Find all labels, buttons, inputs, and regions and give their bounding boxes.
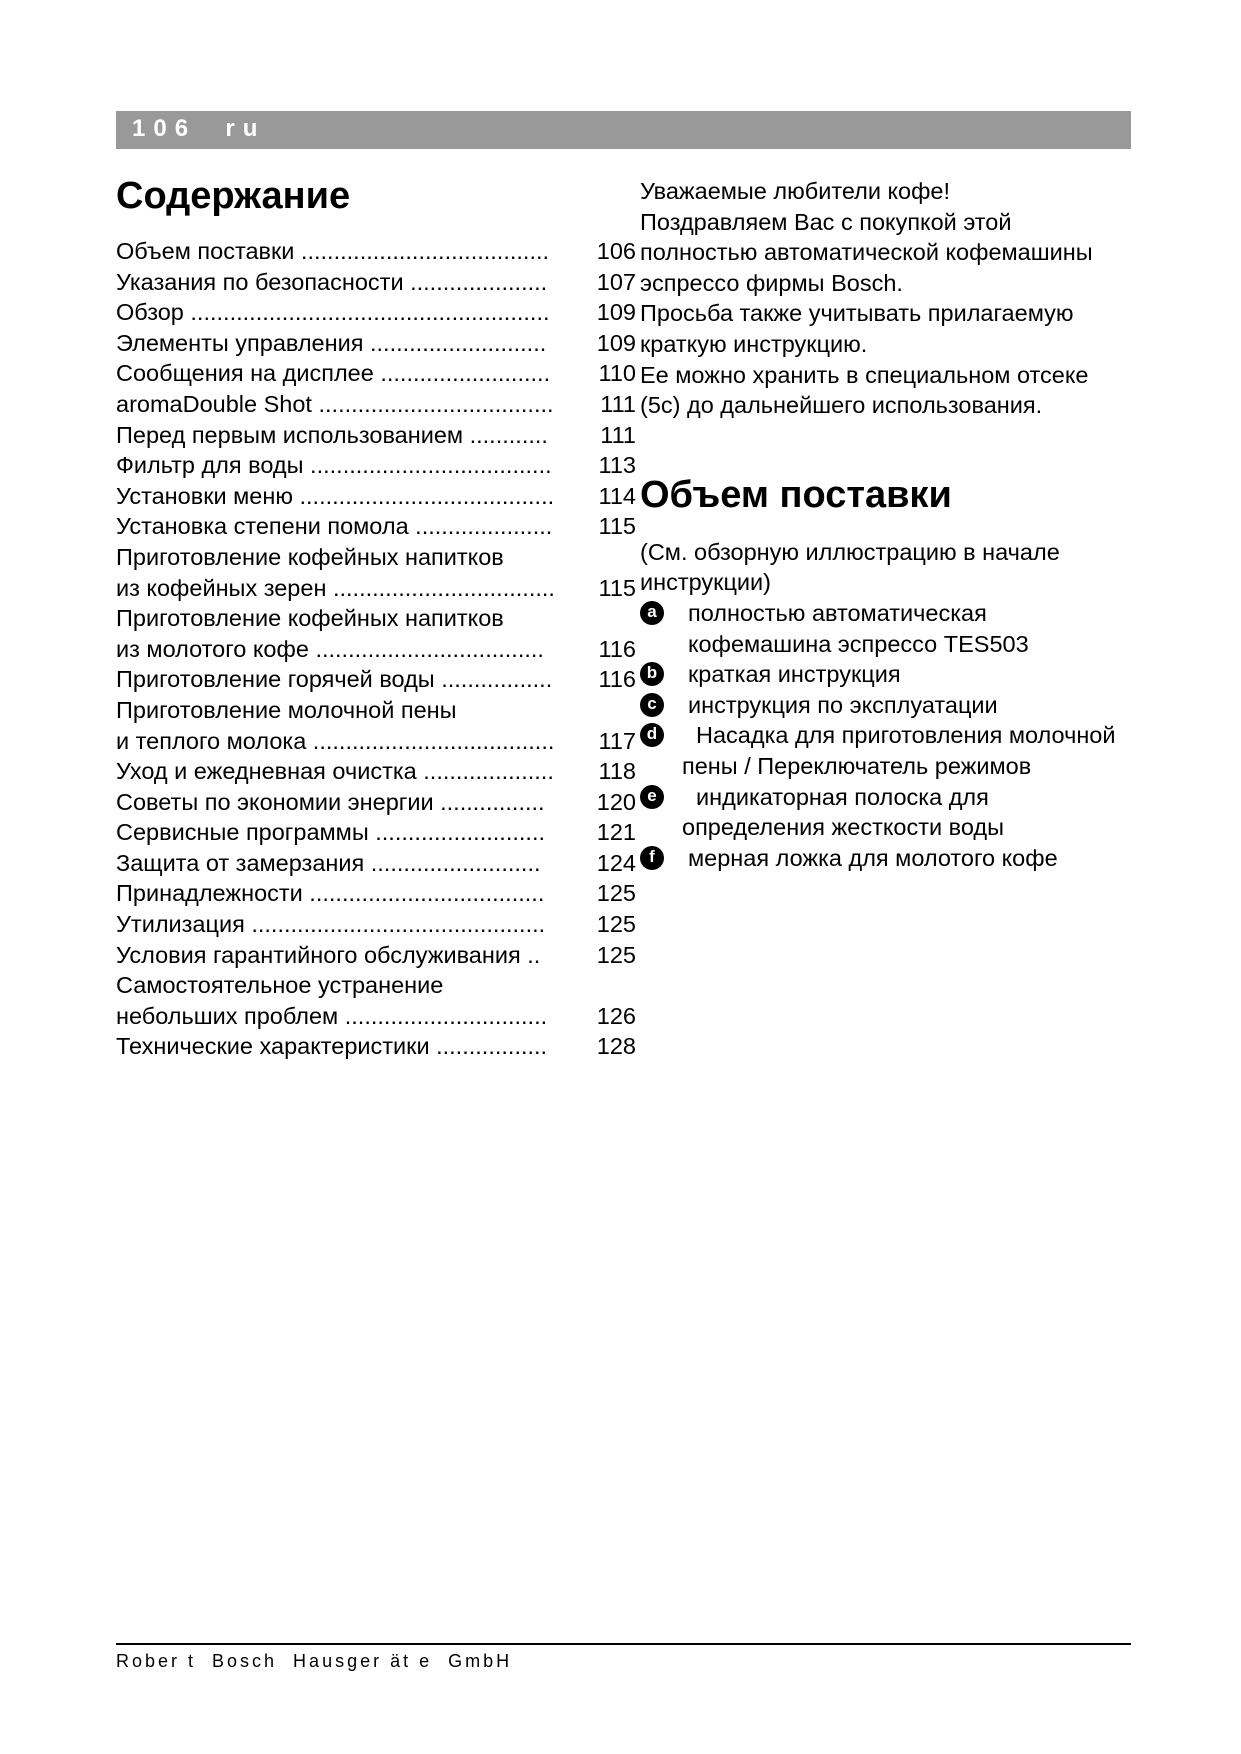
intro-line: краткую инструкцию. — [640, 330, 868, 357]
toc-entry-text: Сообщения на дисплее .......................... — [116, 360, 551, 387]
right-column — [640, 176, 1160, 873]
toc-entry-heading: Самостоятельное устранение — [116, 972, 444, 999]
toc-entry-page: 110 — [598, 360, 636, 387]
toc-entry-page: 125 — [596, 941, 636, 968]
toc-entry-page: 120 — [596, 788, 636, 815]
toc-entry-page: 115 — [598, 513, 636, 540]
intro-line: Просьба также учитывать прилагаемую — [640, 300, 1074, 327]
intro-line: (5c) до дальнейшего использования. — [640, 392, 1043, 419]
toc-entry-page: 125 — [596, 880, 636, 907]
item-marker-icon: f — [640, 846, 664, 870]
toc-entry-page: 113 — [598, 452, 636, 479]
toc-entry-text: Установки меню ....................................... — [116, 482, 555, 509]
toc-entry-text: Приготовление горячей воды ................. — [116, 666, 553, 693]
supply-item — [640, 659, 1160, 690]
supply-item — [640, 843, 1160, 874]
toc-entry-page: 116 — [598, 635, 636, 662]
toc-entry — [116, 389, 636, 420]
supply-note-line: инструкции) — [640, 569, 771, 596]
toc-entry — [116, 787, 636, 818]
toc-entry-heading: Приготовление кофейных напитков — [116, 605, 504, 632]
toc-entry-text: Установка степени помола ..................... — [116, 513, 553, 540]
supply-item-text — [682, 782, 1005, 843]
supply-item-line: Насадка для приготовления молочной — [696, 722, 1116, 749]
toc-entry — [116, 909, 636, 940]
intro-line: Уважаемые любители кофе! — [640, 178, 951, 204]
intro-line: полностью автоматической кофемашины — [640, 239, 1093, 266]
supply-item-line: краткая инструкция — [688, 661, 901, 688]
toc-entry — [116, 481, 636, 512]
toc-entry-page: 115 — [598, 574, 636, 601]
toc-entry — [116, 817, 636, 848]
supply-item-line: кофемашина эспрессо TES503 — [688, 630, 1029, 657]
toc-entry — [116, 726, 636, 757]
toc-entry — [116, 634, 636, 665]
supply-item — [640, 598, 1160, 659]
toc-entry-page: 128 — [596, 1033, 636, 1060]
table-of-contents — [116, 236, 636, 1062]
toc-entry-text: Сервисные программы .......................... — [116, 819, 546, 846]
toc-entry — [116, 511, 636, 542]
toc-entry — [116, 297, 636, 328]
toc-title: Содержание — [116, 175, 351, 217]
toc-entry-text: небольших проблем ............................... — [116, 1002, 548, 1029]
supply-item-line: инструкция по эксплуатации — [688, 691, 998, 718]
toc-entry-text: Фильтр для воды ..................................... — [116, 452, 552, 479]
toc-entry-page: 117 — [598, 727, 636, 754]
toc-entry-page: 125 — [596, 911, 636, 938]
toc-entry-text: Объем поставки ...................................... — [116, 238, 550, 264]
toc-entry-page: 114 — [598, 482, 636, 509]
supply-title: Объем поставки — [640, 473, 952, 516]
toc-entry — [116, 664, 636, 695]
toc-entry-text: Принадлежности .................................... — [116, 880, 545, 907]
toc-entry-page: 118 — [598, 758, 636, 785]
supply-item — [640, 690, 1160, 721]
toc-entry — [116, 267, 636, 298]
toc-entry-text: Утилизация ............................................. — [116, 911, 546, 938]
toc-entry-text: из молотого кофе ................................... — [116, 635, 544, 662]
toc-entry — [116, 940, 636, 971]
toc-entry-page: 121 — [596, 819, 636, 846]
supply-item-line: индикаторная полоска для — [696, 783, 989, 810]
toc-entry — [116, 573, 636, 604]
toc-entry — [116, 1031, 636, 1062]
intro-line: Ее можно хранить в специальном отсеке — [640, 361, 1089, 388]
toc-entry-text: Советы по экономии энергии ................ — [116, 788, 545, 815]
toc-entry-page: 124 — [596, 849, 636, 876]
toc-entry — [116, 756, 636, 787]
header-bar — [116, 111, 1131, 149]
toc-entry — [116, 358, 636, 389]
supply-item-text — [688, 598, 1029, 659]
item-marker-icon: c — [640, 693, 664, 717]
toc-entry-text: Перед первым использованием ............ — [116, 421, 548, 448]
toc-entry — [116, 236, 636, 267]
supply-item-text — [682, 720, 1116, 781]
toc-entry — [116, 420, 636, 451]
supply-item-line: полностью автоматическая — [688, 599, 987, 626]
toc-entry-text: Условия гарантийного обслуживания .. — [116, 941, 541, 968]
toc-entry-page: 107 — [596, 268, 636, 295]
toc-entry-text: Указания по безопасности ..................... — [116, 268, 548, 295]
supply-item-line: определения жесткости воды — [682, 814, 1005, 841]
supply-note-line: (См. обзорную иллюстрацию в начале — [640, 538, 1060, 565]
footer-company: Rober t Bosch Hausger ät e GmbH — [116, 1651, 513, 1671]
supply-item-text — [688, 843, 1058, 874]
toc-entry — [116, 1001, 636, 1032]
supply-item — [640, 720, 1160, 781]
footer-divider — [116, 1643, 1131, 1645]
toc-entry-text: Уход и ежедневная очистка .................... — [116, 758, 554, 785]
toc-entry-text: Обзор ....................................................... — [116, 299, 550, 326]
toc-entry-heading: Приготовление кофейных напитков — [116, 543, 504, 570]
item-marker-icon: e — [640, 785, 664, 809]
toc-entry-text: Элементы управления ........................... — [116, 329, 547, 356]
supply-item — [640, 782, 1160, 843]
toc-entry-page: 106 — [596, 238, 636, 264]
toc-entry-page: 111 — [600, 390, 636, 417]
toc-entry-page: 109 — [596, 299, 636, 326]
intro-line: Поздравляем Вас с покупкой этой — [640, 208, 1012, 235]
item-marker-icon: b — [640, 662, 664, 686]
supply-item-text — [688, 659, 901, 690]
toc-entry-page: 126 — [596, 1002, 636, 1029]
supply-item-line: пены / Переключатель режимов — [682, 752, 1032, 779]
toc-entry — [116, 848, 636, 879]
toc-entry-text: Технические характеристики ................. — [116, 1033, 548, 1060]
supply-note — [640, 537, 1160, 598]
supply-item-line: мерная ложка для молотого кофе — [688, 844, 1058, 871]
intro-text — [640, 176, 1160, 421]
toc-entry-page: 109 — [596, 329, 636, 356]
toc-entry — [116, 328, 636, 359]
item-marker-icon: d — [640, 723, 664, 747]
supply-item-text — [688, 690, 998, 721]
toc-entry — [116, 450, 636, 481]
toc-entry-text: Защита от замерзания .......................... — [116, 849, 541, 876]
toc-entry-heading: Приготовление молочной пены — [116, 696, 457, 723]
supply-list — [640, 598, 1160, 873]
item-marker-icon: a — [640, 601, 664, 625]
toc-entry-text: и теплого молока ..................................... — [116, 727, 555, 754]
toc-entry-page: 111 — [600, 421, 636, 448]
intro-line: эспрессо фирмы Bosch. — [640, 269, 903, 296]
toc-entry-text: из кофейных зерен .................................. — [116, 574, 555, 601]
toc-entry-page: 116 — [598, 666, 636, 693]
toc-entry — [116, 878, 636, 909]
page-number-header: 106 ru — [132, 115, 266, 142]
toc-entry-text: aromaDouble Shot .................................... — [116, 390, 554, 417]
